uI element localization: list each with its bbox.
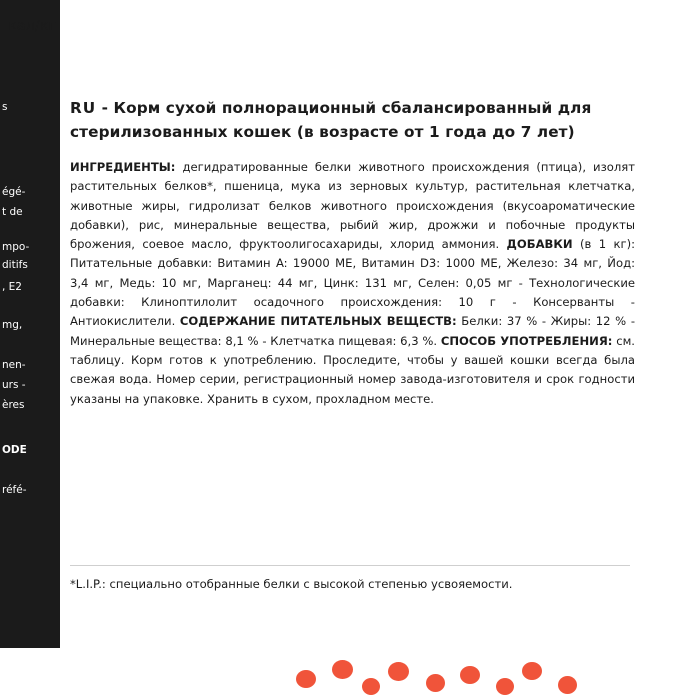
usage-label: СПОСОБ УПОТРЕБЛЕНИЯ:: [440, 333, 613, 348]
left-col-line-11: nen-: [2, 359, 26, 371]
nutrients-text: Белки: 37 % - Жиры: 12 % - Минеральные вещества: 8,1 % - Клетчатка пищевая: 6,3 %.: [70, 314, 636, 348]
left-col-line-2: égé-: [2, 186, 26, 198]
kibble-piece: [460, 666, 480, 684]
label-body-text: [70, 158, 635, 409]
label-content: [70, 96, 635, 409]
left-col-line-12: urs -: [2, 379, 26, 391]
page-title-text: - Корм сухой полнорационный сбалансированный для стерилизованных кошек (в возрасте от 1 года до 7 лет): [70, 99, 592, 141]
left-col-line-0: s: [2, 101, 8, 113]
top-strip: [0, 0, 700, 78]
left-col-line-7: , E2: [2, 281, 22, 293]
label-panel: [60, 78, 700, 648]
kibble-piece: [362, 678, 380, 695]
additives-label: ДОБАВКИ: [506, 237, 573, 252]
left-column-text-fragments: [0, 0, 60, 700]
ingredients-label: ИНГРЕДИЕНТЫ:: [70, 160, 176, 174]
kibble-piece: [388, 662, 409, 681]
page-title: [70, 96, 635, 144]
kibble-piece: [296, 670, 316, 688]
kibble-decoration: [60, 648, 700, 700]
left-col-line-6: ditifs: [2, 259, 28, 271]
kcal-fragment-text: кал/кг: [8, 18, 57, 34]
left-col-line-13: ères: [2, 399, 25, 411]
language-code: RU: [70, 99, 97, 117]
footnote: *L.I.P.: специально отобранные белки с высокой степенью усвояемости.: [70, 577, 513, 591]
usage-text: см. таблицу. Корм готов к употреблению. Проследите, чтобы у вашей кошки всегда была свежая вода. Номер серии, регистрационный номер завода-изготовителя и срок годности указаны на упаковке. Хранить в сухом, прохладном месте.: [70, 333, 635, 406]
nutrients-label: СОДЕРЖАНИЕ ПИТАТЕЛЬНЫХ ВЕЩЕСТВ:: [179, 314, 457, 329]
left-col-line-3: t de: [2, 206, 23, 218]
ingredients-text: дегидратированные белки животного происхождения (птица), изолят растительных белков*, пшеница, мука из зерновых культур, растительная клетчатка, животные жиры, гидролизат белков животного происхождения (вкусоароматические добавки), рис, минеральные вещества, рыбий жир, дрожжи и побочные продукты брожения, соевое масло, фруктоолигосахариды, хлорид аммония.: [70, 160, 635, 252]
kibble-piece: [332, 660, 353, 679]
divider: [70, 565, 630, 566]
left-col-line-9: mg,: [2, 319, 23, 331]
kibble-piece: [558, 676, 577, 694]
left-col-line-17: réfé-: [2, 484, 27, 496]
additives-text: (в 1 кг): Питательные добавки: Витамин A: 19000 МЕ, Витамин D3: 1000 МЕ, Железо: 34 мг, Йод: 3,4 мг, Медь: 10 мг, Марганец: 44 мг, Цинк: 131 мг, Селен: 0,05 мг - Технологические добавки: Клиноптилолит осадочного происхождения: 10 г - Консерванты - Антиокислители.: [70, 237, 636, 329]
kibble-piece: [522, 662, 542, 680]
left-col-line-5: mpo-: [2, 241, 30, 253]
kibble-piece: [496, 678, 514, 695]
left-col-line-15: ODE: [2, 444, 27, 456]
kibble-piece: [426, 674, 445, 692]
